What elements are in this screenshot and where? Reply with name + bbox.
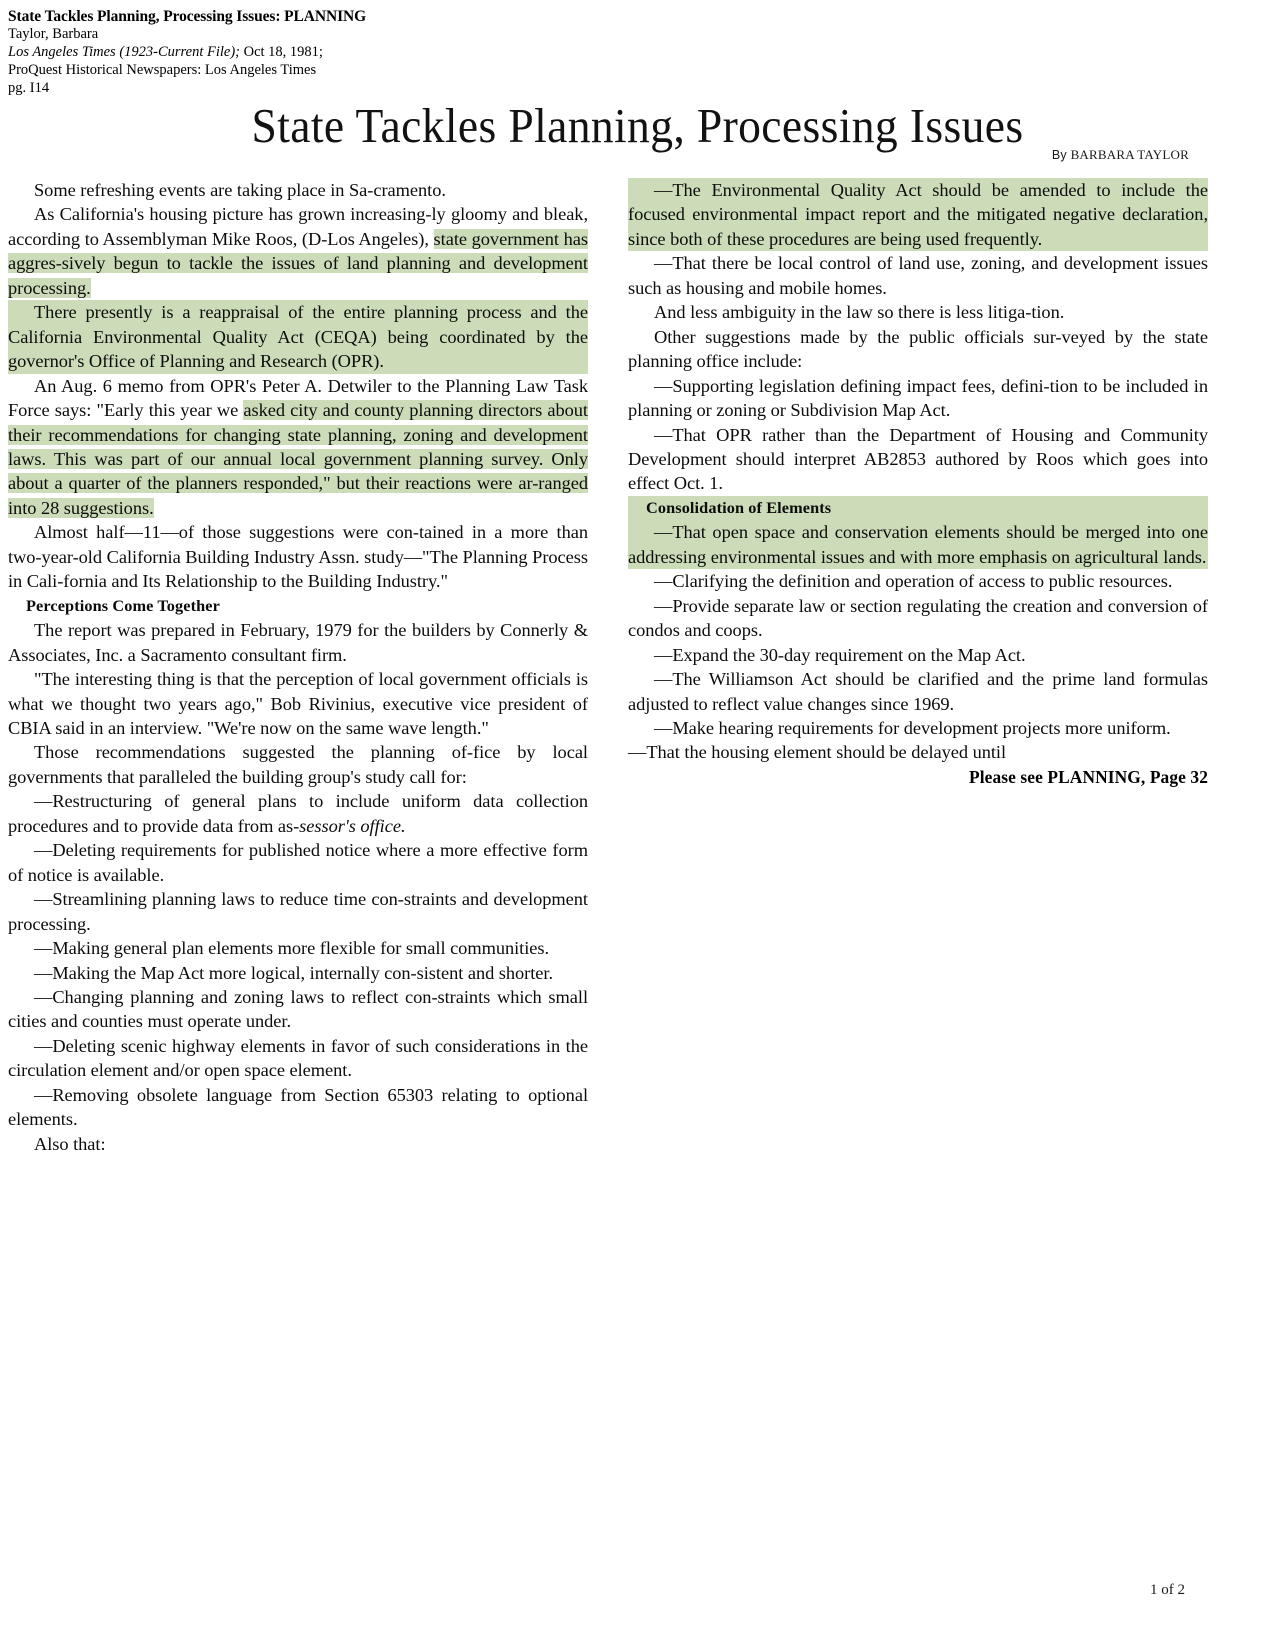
- paragraph: Some refreshing events are taking place in Sa-cramento.: [34, 180, 446, 200]
- list-item: [8, 789, 588, 838]
- proquest-title: State Tackles Planning, Processing Issues: PLANNING: [8, 8, 367, 25]
- jump-line: Please see PLANNING, Page 32: [969, 766, 1208, 787]
- list-item: —Changing planning and zoning laws to reflect con-straints which small cities and counties must operate under.: [8, 986, 588, 1032]
- page-indicator: 1 of 2: [1150, 1582, 1185, 1598]
- highlighted-list-item: —That open space and conservation elements should be merged into one addressing environmental issues and with more emphasis on agricultural lands.: [628, 520, 1208, 569]
- list-item: —Provide separate law or section regulating the creation and conversion of condos and coops.: [628, 595, 1208, 641]
- highlighted-list-item: —The Environmental Quality Act should be amended to include the focused environmental impact report and the mitigated negative declaration, since both of these procedures are being used frequently.: [628, 178, 1208, 251]
- article-byline: [1052, 147, 1189, 163]
- paragraph: Other suggestions made by the public officials sur-veyed by the state planning office include:: [628, 326, 1208, 372]
- list-item: —Making the Map Act more logical, internally con-sistent and shorter.: [34, 962, 554, 983]
- text-plain: As California's housing picture has grown increasing-ly gloomy and bleak, according to Assemblyman Mike Roos, (D-Los Angeles),: [8, 204, 588, 249]
- proquest-publication-line: [8, 44, 708, 62]
- paragraph: "The interesting thing is that the perception of local government officials is what we thought two years ago," Bob Rivinius, executive vice president of CBIA said in an interview. "We're now on the same wave length.": [8, 669, 588, 738]
- list-item-text: —Restructuring of general plans to include uniform data collection procedures and to provide data from as-: [8, 791, 588, 836]
- paragraph: Almost half—11—of those suggestions were con-tained in a more than two-year-old California Building Industry Assn. study—"The Planning Process in Cali-fornia and Its Relationship to the Building Industry.": [8, 522, 588, 592]
- list-item: —The Williamson Act should be clarified and the prime land formulas adjusted to reflect value changes since 1969.: [628, 669, 1208, 714]
- proquest-database: ProQuest Historical Newspapers: Los Angeles Times: [8, 61, 317, 78]
- proquest-page: pg. I14: [8, 79, 50, 96]
- list-item: —That the housing element should be delayed until: [628, 742, 1007, 763]
- list-item: —Make hearing requirements for development projects more uniform.: [654, 717, 1171, 738]
- subhead-perceptions-come-together: Perceptions Come Together: [26, 595, 220, 615]
- byline-prefix: By: [1051, 148, 1067, 162]
- list-item: —Expand the 30-day requirement on the Map Act.: [654, 644, 1026, 665]
- paragraph: Also that:: [34, 1133, 106, 1154]
- list-item: —Deleting scenic highway elements in favor of such considerations in the circulation element and/or open space element.: [8, 1035, 588, 1081]
- paragraph: The report was prepared in February, 1979 for the builders by Connerly & Associates, Inc. a Sacramento consultant firm.: [8, 620, 588, 665]
- paragraph: Those recommendations suggested the planning of-fice by local governments that paralleled the building group's study call for:: [8, 742, 588, 787]
- list-item: —Making general plan elements more flexible for small communities.: [34, 938, 550, 959]
- article-column-1: [8, 178, 588, 1156]
- proquest-author: Taylor, Barbara: [8, 26, 99, 43]
- article-column-2: [628, 178, 1208, 789]
- proquest-header: [8, 7, 708, 97]
- byline-author: BARBARA TAYLOR: [1070, 147, 1189, 162]
- highlighted-text: asked city and county planning directors about their recommendations for changing state planning, zoning and development laws. This was part of our annual local government planning survey. Only about a quarter of the planners responded," but their reactions were ar-ranged into 28 suggestions.: [8, 400, 588, 518]
- list-item: —That OPR rather than the Department of Housing and Community Development should interpret AB2853 authored by Roos which goes into effect Oct. 1.: [628, 424, 1208, 494]
- subhead-consolidation-of-elements: Consolidation of Elements: [628, 496, 1208, 520]
- text-plain: An Aug. 6 memo from OPR's Peter A. Detwiler to the Planning Law Task Force says: "Early this year we: [8, 375, 588, 421]
- paragraph-with-highlight: [8, 374, 588, 521]
- list-item-italic-text: sessor's office.: [299, 815, 406, 836]
- highlighted-text: state government has aggres-sively begun to tackle the issues of land planning and development processing.: [8, 228, 588, 298]
- article-headline: State Tackles Planning, Processing Issues: [251, 98, 1024, 153]
- list-item: —Streamlining planning laws to reduce time con-straints and development processing.: [8, 889, 588, 934]
- list-item: —That there be local control of land use, zoning, and development issues such as housing and mobile homes.: [628, 253, 1208, 298]
- list-item: —Supporting legislation defining impact fees, defini-tion to be included in planning or zoning or Subdivision Map Act.: [628, 375, 1208, 421]
- proquest-date: Oct 18, 1981;: [243, 43, 323, 60]
- list-item: —Deleting requirements for published notice where a more effective form of notice is available.: [8, 840, 588, 885]
- list-item: —Removing obsolete language from Section 65303 relating to optional elements.: [8, 1084, 588, 1130]
- list-item: —Clarifying the definition and operation of access to public resources.: [654, 571, 1173, 592]
- proquest-publication: Los Angeles Times (1923-Current File);: [8, 43, 240, 60]
- paragraph-with-highlight: [8, 202, 588, 300]
- highlighted-paragraph: There presently is a reappraisal of the entire planning process and the California Environmental Quality Act (CEQA) being coordinated by the governor's Office of Planning and Research (OPR).: [8, 300, 588, 373]
- paragraph: And less ambiguity in the law so there is less litiga-tion.: [654, 302, 1065, 323]
